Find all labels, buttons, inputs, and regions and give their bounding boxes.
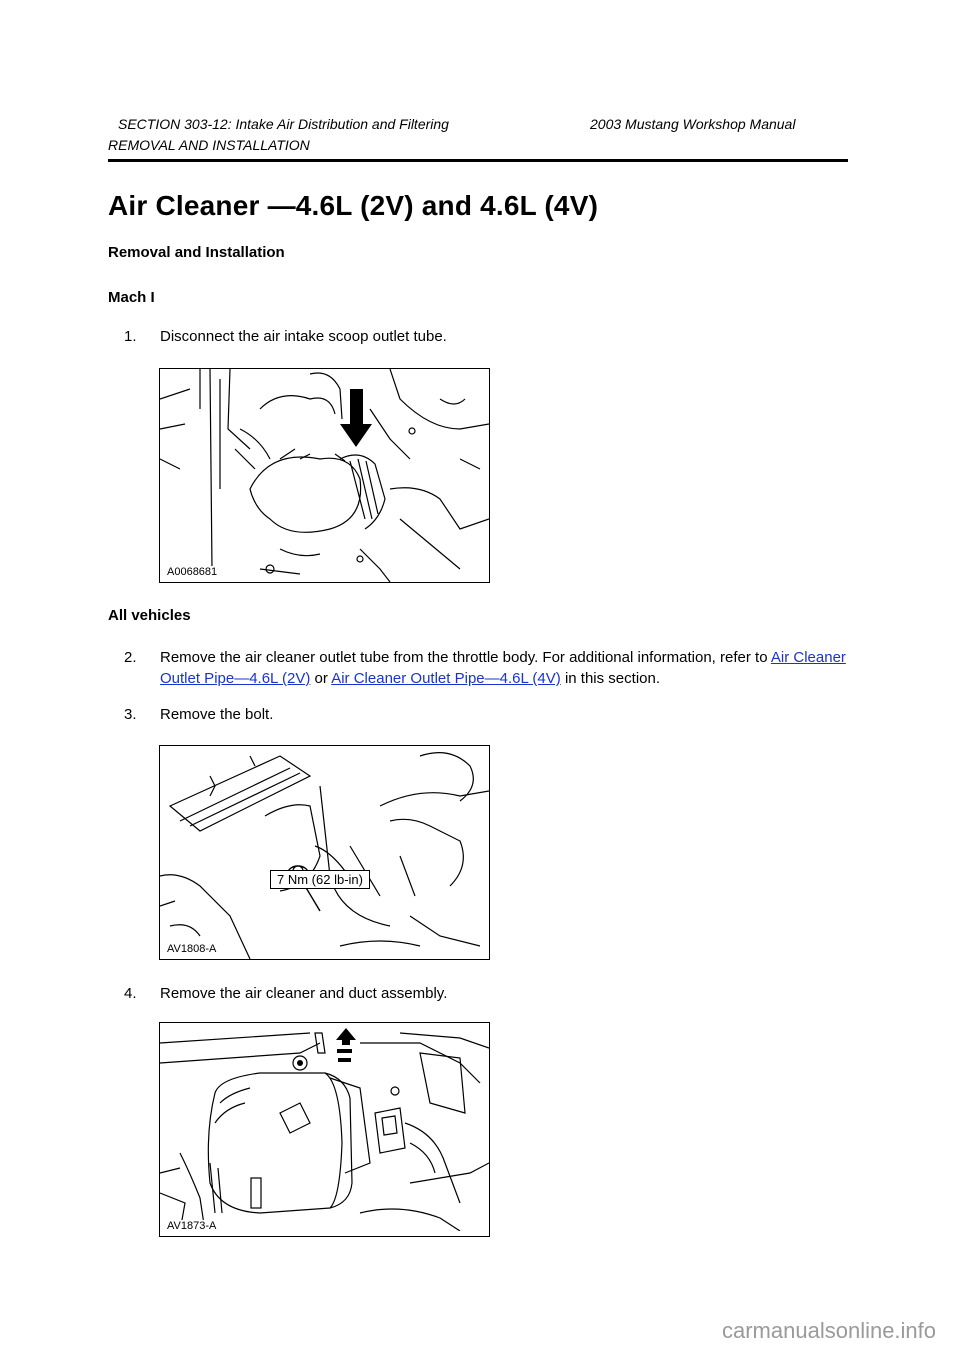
step-number: 1.: [124, 328, 137, 345]
link-air-cleaner-outlet-pipe-2v[interactable]: Air Cleaner Outlet Pipe—4.6L (2V): [160, 649, 846, 687]
torque-callout: 7 Nm (62 lb-in): [270, 870, 370, 889]
step-number: 3.: [124, 706, 137, 723]
heading-all-vehicles: All vehicles: [108, 607, 191, 624]
step-text: Disconnect the air intake scoop outlet tube.: [160, 328, 447, 345]
heading-removal-installation: Removal and Installation: [108, 244, 285, 261]
figure-air-cleaner-duct-assembly: [159, 1022, 490, 1237]
header-manual-title: 2003 Mustang Workshop Manual: [590, 116, 796, 132]
step-text-after: in this section.: [564, 670, 660, 687]
step-text: Remove the bolt.: [160, 706, 274, 723]
step-text-mid: or: [314, 670, 328, 687]
figure-code: AV1808-A: [167, 943, 217, 955]
figure-code: A0068681: [167, 566, 218, 578]
illustration-outlet-tube: [160, 369, 489, 582]
step-number: 4.: [124, 985, 137, 1002]
step-text-before: Remove the air cleaner outlet tube from the throttle body. For additional information, refer to: [160, 649, 768, 666]
step-text: Remove the air cleaner and duct assembly.: [160, 985, 448, 1002]
step-text: [160, 647, 850, 689]
watermark-text: carmanualsonline.info: [722, 1318, 937, 1343]
header-subtitle: REMOVAL AND INSTALLATION: [108, 137, 310, 153]
header-divider: [108, 159, 848, 162]
figure-air-intake-scoop-outlet-tube: [159, 368, 490, 583]
figure-air-cleaner-bolt: [159, 745, 490, 960]
page-title: Air Cleaner —4.6L (2V) and 4.6L (4V): [108, 190, 599, 221]
step-number: 2.: [124, 649, 137, 666]
link-air-cleaner-outlet-pipe-4v[interactable]: Air Cleaner Outlet Pipe—4.6L (4V): [331, 670, 561, 687]
illustration-bolt: [160, 746, 489, 959]
heading-mach-i: Mach I: [108, 289, 155, 306]
figure-code: AV1873-A: [167, 1220, 217, 1232]
header-section-title: SECTION 303-12: Intake Air Distribution and Filtering: [118, 116, 449, 132]
illustration-air-cleaner-assembly: [160, 1023, 489, 1231]
